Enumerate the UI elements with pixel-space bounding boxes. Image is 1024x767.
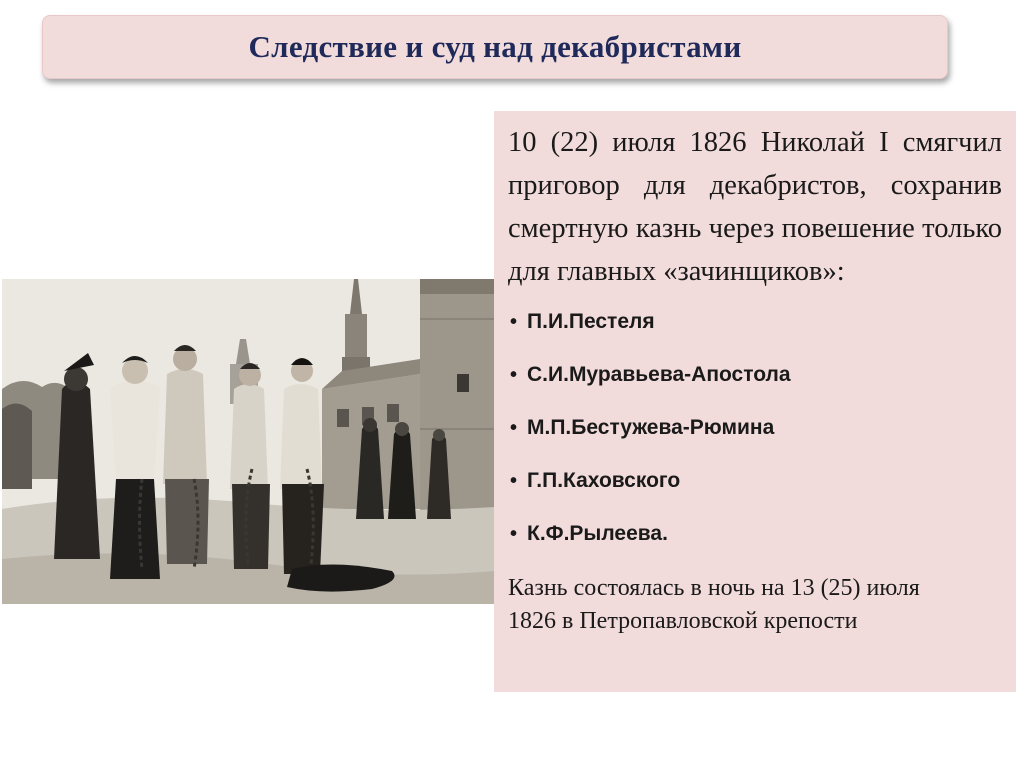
bullet-icon: • [510,311,518,333]
execution-note [508,572,1002,638]
bullet-icon: • [510,470,518,492]
list-item-label: П.И.Пестеля [527,310,655,333]
list-item-label: С.И.Муравьева-Апостола [527,363,791,386]
bullet-icon: • [510,364,518,386]
list-item-label: Г.П.Каховского [527,469,681,492]
decembrists-execution-illustration [2,279,495,604]
list-item [508,466,1002,519]
slide-title: Следствие и суд над декабристами [248,29,742,64]
list-item-label: К.Ф.Рылеева. [527,522,668,545]
title-banner [42,15,948,79]
list-item-label: М.П.Бестужева-Рюмина [527,416,775,439]
condemned-list [508,307,1002,572]
intro-paragraph: 10 (22) июля 1826 Николай I смягчил приговор для декабристов, сохранив смертную казнь через повешение только для главных «зачинщиков»: [508,127,1002,287]
bullet-icon: • [510,523,518,545]
execution-note-line1: Казнь состоялась в ночь на 13 (25) июля [508,575,920,601]
text-panel [494,111,1016,692]
list-item [508,413,1002,466]
list-item [508,519,1002,572]
list-item [508,360,1002,413]
bullet-icon: • [510,417,518,439]
execution-note-line2: 1826 в Петропавловской крепости [508,608,858,634]
list-item [508,307,1002,360]
